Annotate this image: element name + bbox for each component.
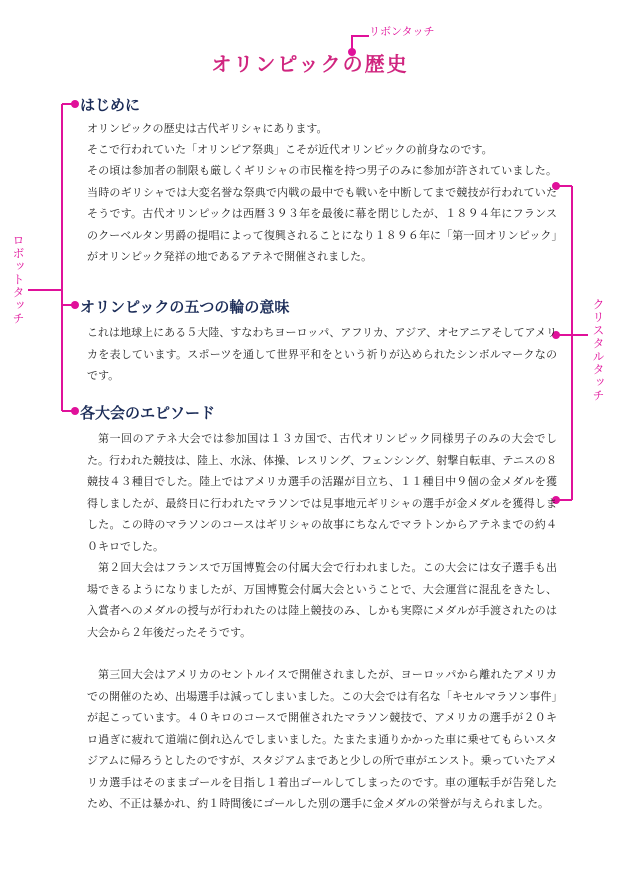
- robot-touch-dot: [71, 100, 79, 108]
- section-heading-intro: はじめに: [80, 96, 141, 114]
- page-title: オリンピックの歴史: [211, 52, 409, 76]
- paragraph: これは地球上にある５大陸、すなわちヨーロッパ、アフリカ、アジア、オセアニアそしてアメリカを表しています。スポーツを通して世界平和をという祈りが込められたシンボルマークなのです。: [87, 326, 557, 382]
- paragraph: オリンピックの歴史は古代ギリシャにあります。: [87, 122, 328, 135]
- paragraph: 第２回大会はフランスで万国博覧会の付属大会で行われました。この大会には女子選手も出場できるようになりましたが、万国博覧会付属大会ということで、大会運営に混乱をきたし、入賞者へのメダルの授与が行われたのは陸上競技のみ、しかも実際にメダルが手渡されたのは大会から２年後だったそうです。: [87, 561, 557, 639]
- section-heading-rings: オリンピックの五つの輪の意味: [80, 298, 290, 316]
- robot-touch-dot: [71, 301, 79, 309]
- paragraph: その頃は参加者の制限も厳しくギリシャの市民権を持つ男子のみに参加が許されていました。当時のギリシャでは大変名誉な祭典で内戦の最中でも戦いを中断してまで競技が行われていたそうです。古代オリンピックは西暦３９３年を最後に幕を閉じしたが、１８９４年にフランスのクーベルタン男爵の提唱によって復興されることになり１８９６年に「第一回オリンピック」がオリンピック発祥の地であるアテネで開催されました。: [87, 164, 557, 263]
- section-heading-episodes: 各大会のエピソード: [80, 404, 216, 422]
- paragraph: 第一回のアテネ大会では参加国は１３カ国で、古代オリンピック同様男子のみの大会でした。行われた競技は、陸上、水泳、体操、レスリング、フェンシング、射撃自転車、テニスの８競技４３種目でした。陸上ではアメリカ選手の活躍が目立ち、１１種目中９個の金メダルを獲得しましたが、最終日に行われたマラソンでは見事地元ギリシャの選手が金メダルを獲得しました。この時のマラソンのコースはギリシャの故事にちなんでマラトンからアテネまでの約４０キロでした。: [87, 432, 557, 553]
- robot-touch-dot: [71, 407, 79, 415]
- paragraph: 第三回大会はアメリカのセントルイスで開催されましたが、ヨーロッパから離れたアメリカでの開催のため、出場選手は減ってしまいました。この大会では有名な「キセルマラソン事件」が起こっています。４０キロのコースで開催されたマラソン競技で、アメリカの選手が２０キロ過ぎに疲れて道端に倒れ込んでしまいました。たまたま通りかかった車に乗せてもらいスタジアムに帰ろうとしたのですが、スタジアムまであと少しの所で車がエンスト。乗っていたアメリカ選手はそのままゴールを目指し１着出ゴールしてしまったのです。車の運転手が告発したため、不正は暴かれ、約１時間後にゴールした別の選手に金メダルの栄誉が与えられました。: [87, 668, 557, 810]
- paragraph: そこで行われていた「オリンピア祭典」こそが近代オリンピックの前身なのです。: [87, 143, 493, 156]
- crystal-touch-label: クリスタルタッチ: [591, 298, 605, 402]
- ribbon-touch-label: リボンタッチ: [369, 25, 435, 38]
- robot-touch-label: ロボットタッチ: [11, 234, 25, 325]
